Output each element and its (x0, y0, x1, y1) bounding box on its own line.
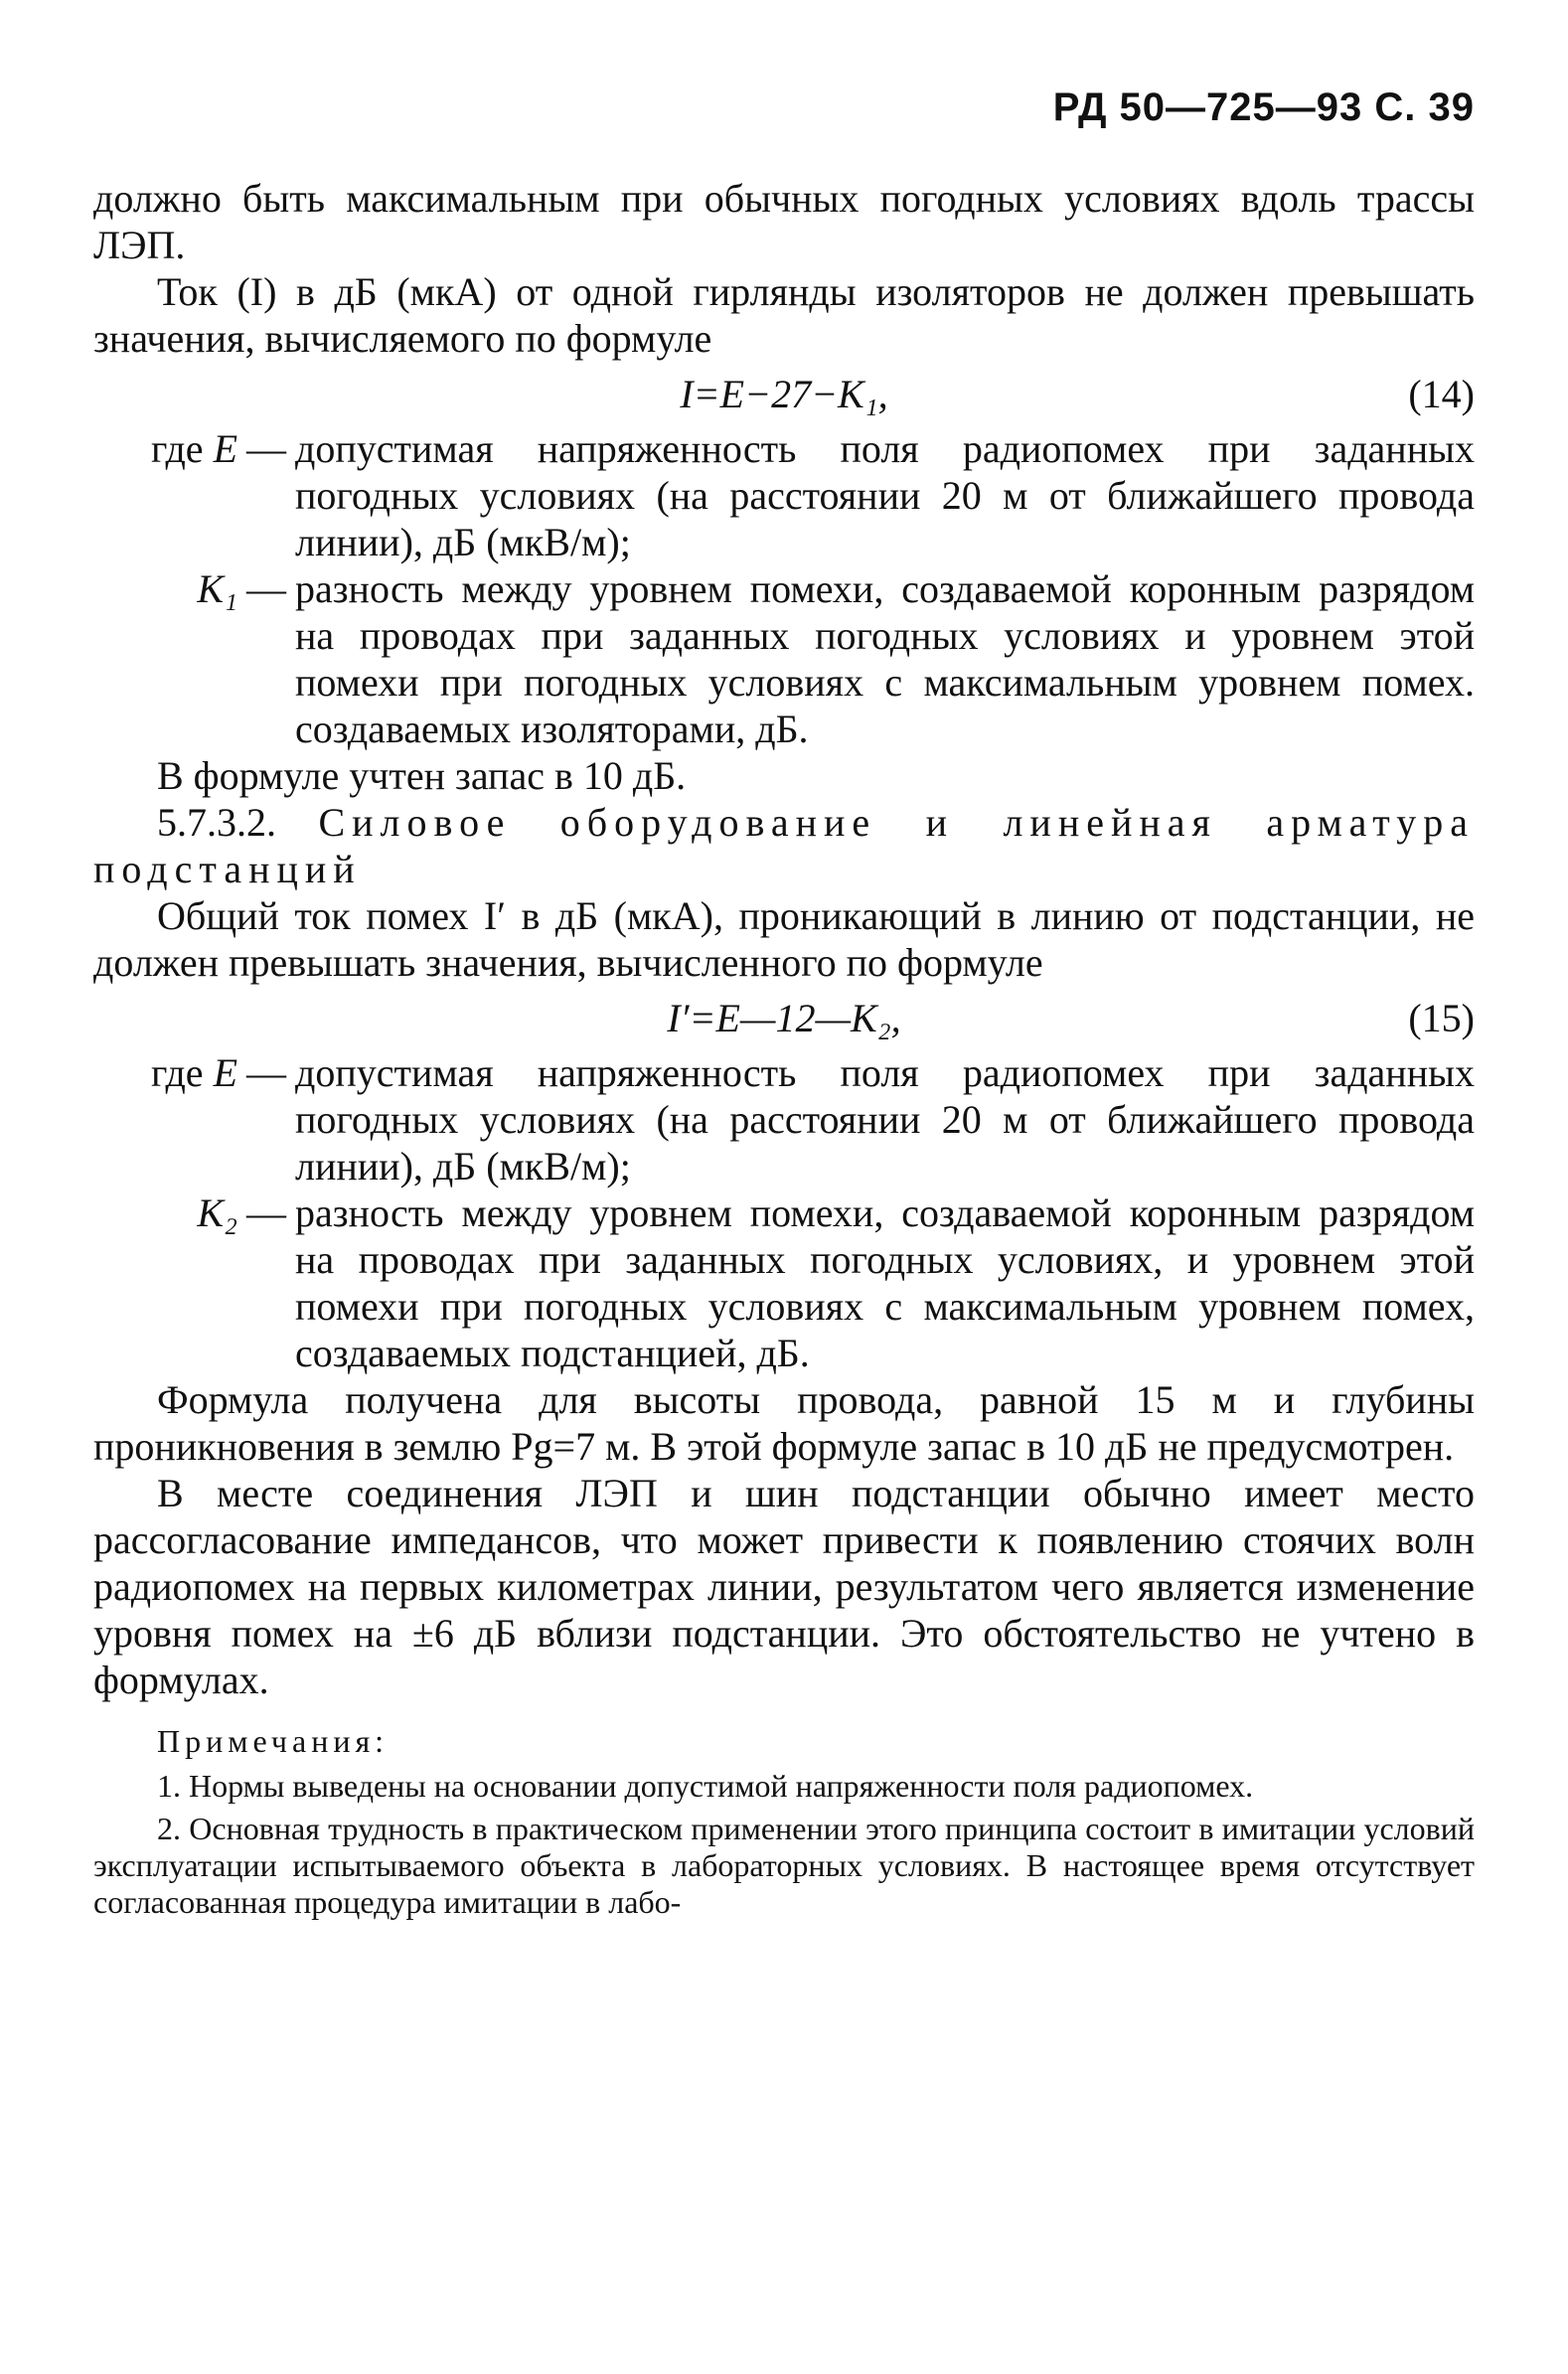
definition-symbol: где E (151, 1050, 237, 1095)
formula-number: (15) (1408, 996, 1475, 1040)
paragraph: В месте соединения ЛЭП и шин подстанции обычно имеет место рассогласование импедансов, что может привести к появлению стоячих волн радиопомех на первых километрах линии, результатом чего является изменение уровня помех на ±6 дБ вблизи подстанции. Это обстоятельство не учтено в формулах. (93, 1471, 1475, 1702)
formula-14 (93, 367, 1475, 418)
definition-item (93, 1049, 1475, 1189)
definitions-list (93, 1049, 1475, 1376)
definition-text: разность между уровнем помехи, создаваемой коронным разрядом на проводах при заданных погодных условиях и уровнем этой помехи при погодных условиях с максимальным уровнем помех. создаваемых изоляторами, дБ. (295, 566, 1475, 751)
formula-number: (14) (1408, 372, 1475, 416)
formula-expression: I′=E—12—K₂, (667, 996, 901, 1040)
section-heading (93, 799, 1475, 892)
definition-text: разность между уровнем помехи, создаваемой коронным разрядом на проводах при заданных погодных условиях, и уровнем этой помехи при погодных условиях с максимальным уровнем помех, создаваемых подстанцией, дБ. (295, 1190, 1475, 1375)
paragraph: Формула получена для высоты провода, равной 15 м и глубины проникновения в землю Pg=7 м. В этой формуле запас в 10 дБ не предусмотрен. (93, 1377, 1475, 1469)
paragraph: Ток (I) в дБ (мкА) от одной гирлянды изоляторов не должен превышать значения, вычисляемого по формуле (93, 269, 1475, 361)
definition-text: допустимая напряженность поля радиопомех при заданных погодных условиях (на расстоянии 20 м от ближайшего провода линии), дБ (мкВ/м); (295, 1050, 1475, 1188)
definition-item (93, 425, 1475, 565)
definitions-list (93, 425, 1475, 752)
note-item: 2. Основная трудность в практическом применении этого принципа состоит в имитации условий эксплуатации испытываемого объекта в лабораторных условиях. В настоящее время отсутствует согласованная процедура имитации в лабо- (93, 1811, 1475, 1920)
definition-symbol: K₂ (197, 1190, 237, 1235)
definition-item (93, 565, 1475, 752)
paragraph: должно быть максимальным при обычных погодных условиях вдоль трассы ЛЭП. (93, 176, 1475, 267)
page-header: РД 50—725—93 С. 39 (1052, 85, 1475, 129)
note-item: 1. Нормы выведены на основании допустимой напряженности поля радиопомех. (157, 1768, 1254, 1804)
definition-symbol: K₁ (197, 566, 237, 611)
definition-text: допустимая напряженность поля радиопомех при заданных погодных условиях (на расстоянии 20 м от ближайшего провода линии), дБ (мкВ/м); (295, 426, 1475, 564)
formula-expression: I=E−27−K₁, (680, 372, 888, 416)
section-number: 5.7.3.2. (157, 800, 276, 845)
paragraph: В формуле учтен запас в 10 дБ. (157, 753, 687, 798)
notes-title: Примечания: (157, 1723, 390, 1759)
notes-block (93, 1723, 1475, 1921)
definition-dash: — (246, 1050, 286, 1095)
section-title: Силовое оборудование и линейная арматура подстанций (93, 800, 1476, 891)
definition-dash: — (246, 1190, 286, 1235)
definition-dash: — (246, 566, 286, 611)
paragraph: Общий ток помех I′ в дБ (мкА), проникающий в линию от подстанции, не должен превышать значения, вычисленного по формуле (93, 893, 1475, 985)
definition-dash: — (246, 426, 286, 471)
formula-15 (93, 991, 1475, 1042)
body-text (93, 175, 1475, 1927)
definition-symbol: где E (151, 426, 237, 471)
definition-item (93, 1189, 1475, 1376)
